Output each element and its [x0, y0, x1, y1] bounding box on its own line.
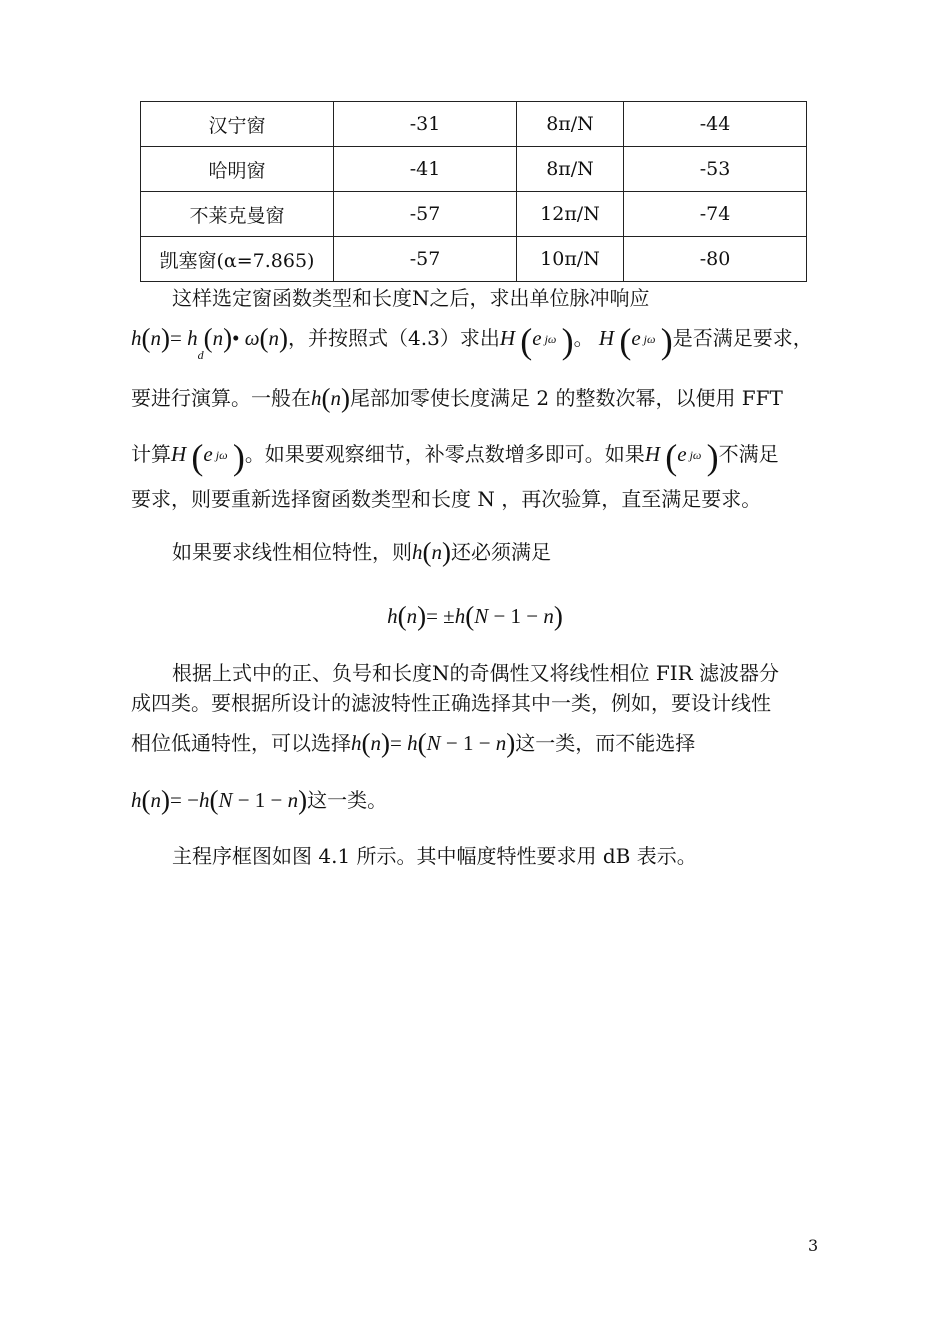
text-run: 计算: [131, 442, 171, 466]
math-formula: H (e jω ): [593, 321, 673, 361]
math-formula: H (e jω ): [644, 437, 719, 477]
math-formula: $h(n)= h_d(n)•$ ω(n): [131, 323, 289, 362]
table-row: [141, 192, 807, 237]
transition-width-cell: 12π/N: [517, 192, 624, 237]
math-formula: h(n): [311, 383, 350, 413]
stopband-cell: -44: [624, 102, 807, 147]
text-run: 这一类，而不能选择: [515, 731, 696, 755]
display-equation: [0, 601, 950, 631]
paragraph-line: [131, 437, 821, 477]
text-run: 要进行演算。一般在: [131, 386, 311, 410]
math-formula: H (e jω ): [499, 321, 574, 361]
text-run: 还必须满足: [451, 540, 551, 564]
math-formula: h(n)= −h(N − 1 − n): [131, 785, 308, 815]
text-run: 不满足: [718, 442, 779, 466]
window-function-table: [140, 101, 807, 282]
stopband-cell: -80: [624, 237, 807, 282]
text-run: 是否满足要求，: [672, 326, 813, 350]
text-run: 如果要求线性相位特性，则: [172, 540, 412, 564]
paragraph-line: 主程序框图如图 4.1 所示。其中幅度特性要求用 dB 表示。: [172, 844, 697, 868]
sidelobe-cell: -31: [334, 102, 517, 147]
text-run: 这一类。: [307, 788, 388, 812]
transition-width-cell: 8π/N: [517, 147, 624, 192]
table-row: [141, 147, 807, 192]
table-row: [141, 102, 807, 147]
paragraph-line: [172, 537, 822, 567]
math-formula: h(n)= h(N − 1 − n): [351, 728, 516, 758]
paragraph-line: [131, 728, 821, 758]
page-number: 3: [808, 1236, 819, 1255]
window-name-cell: 哈明窗: [141, 147, 334, 192]
sidelobe-cell: -57: [334, 192, 517, 237]
math-formula: H (e jω ): [171, 437, 245, 477]
paragraph-line: 根据上式中的正、负号和长度N的奇偶性又将线性相位 FIR 滤波器分: [172, 661, 780, 685]
paragraph-line: [131, 785, 821, 815]
window-name-cell: 凯塞窗(α=7.865): [141, 237, 334, 282]
text-run: 尾部加零使长度满足 2 的整数次幂，以便用 FFT: [350, 386, 783, 410]
window-name-cell: 汉宁窗: [141, 102, 334, 147]
stopband-cell: -74: [624, 192, 807, 237]
paragraph-line: 成四类。要根据所设计的滤波特性正确选择其中一类，例如，要设计线性: [131, 691, 771, 715]
paragraph-line: 这样选定窗函数类型和长度N之后，求出单位脉冲响应: [172, 286, 650, 310]
stopband-cell: -53: [624, 147, 807, 192]
paragraph-line: [131, 383, 821, 413]
paragraph-line: 要求，则要重新选择窗函数类型和长度 N ，再次验算，直至满足要求。: [131, 487, 762, 511]
sidelobe-cell: -41: [334, 147, 517, 192]
sidelobe-cell: -57: [334, 237, 517, 282]
text-run: 。如果要观察细节，补零点数增多即可。如果: [244, 442, 645, 466]
transition-width-cell: 10π/N: [517, 237, 624, 282]
window-name-cell: 不莱克曼窗: [141, 192, 334, 237]
transition-width-cell: 8π/N: [517, 102, 624, 147]
text-run: 。: [573, 326, 594, 350]
math-formula: h(n): [412, 537, 451, 567]
paragraph-line: [131, 321, 821, 362]
text-run: ，并按照式（4.3）求出: [288, 326, 500, 350]
math-formula: h(n)= ±h(N − 1 − n): [387, 601, 563, 631]
table-row: [141, 237, 807, 282]
text-run: 相位低通特性，可以选择: [131, 731, 351, 755]
